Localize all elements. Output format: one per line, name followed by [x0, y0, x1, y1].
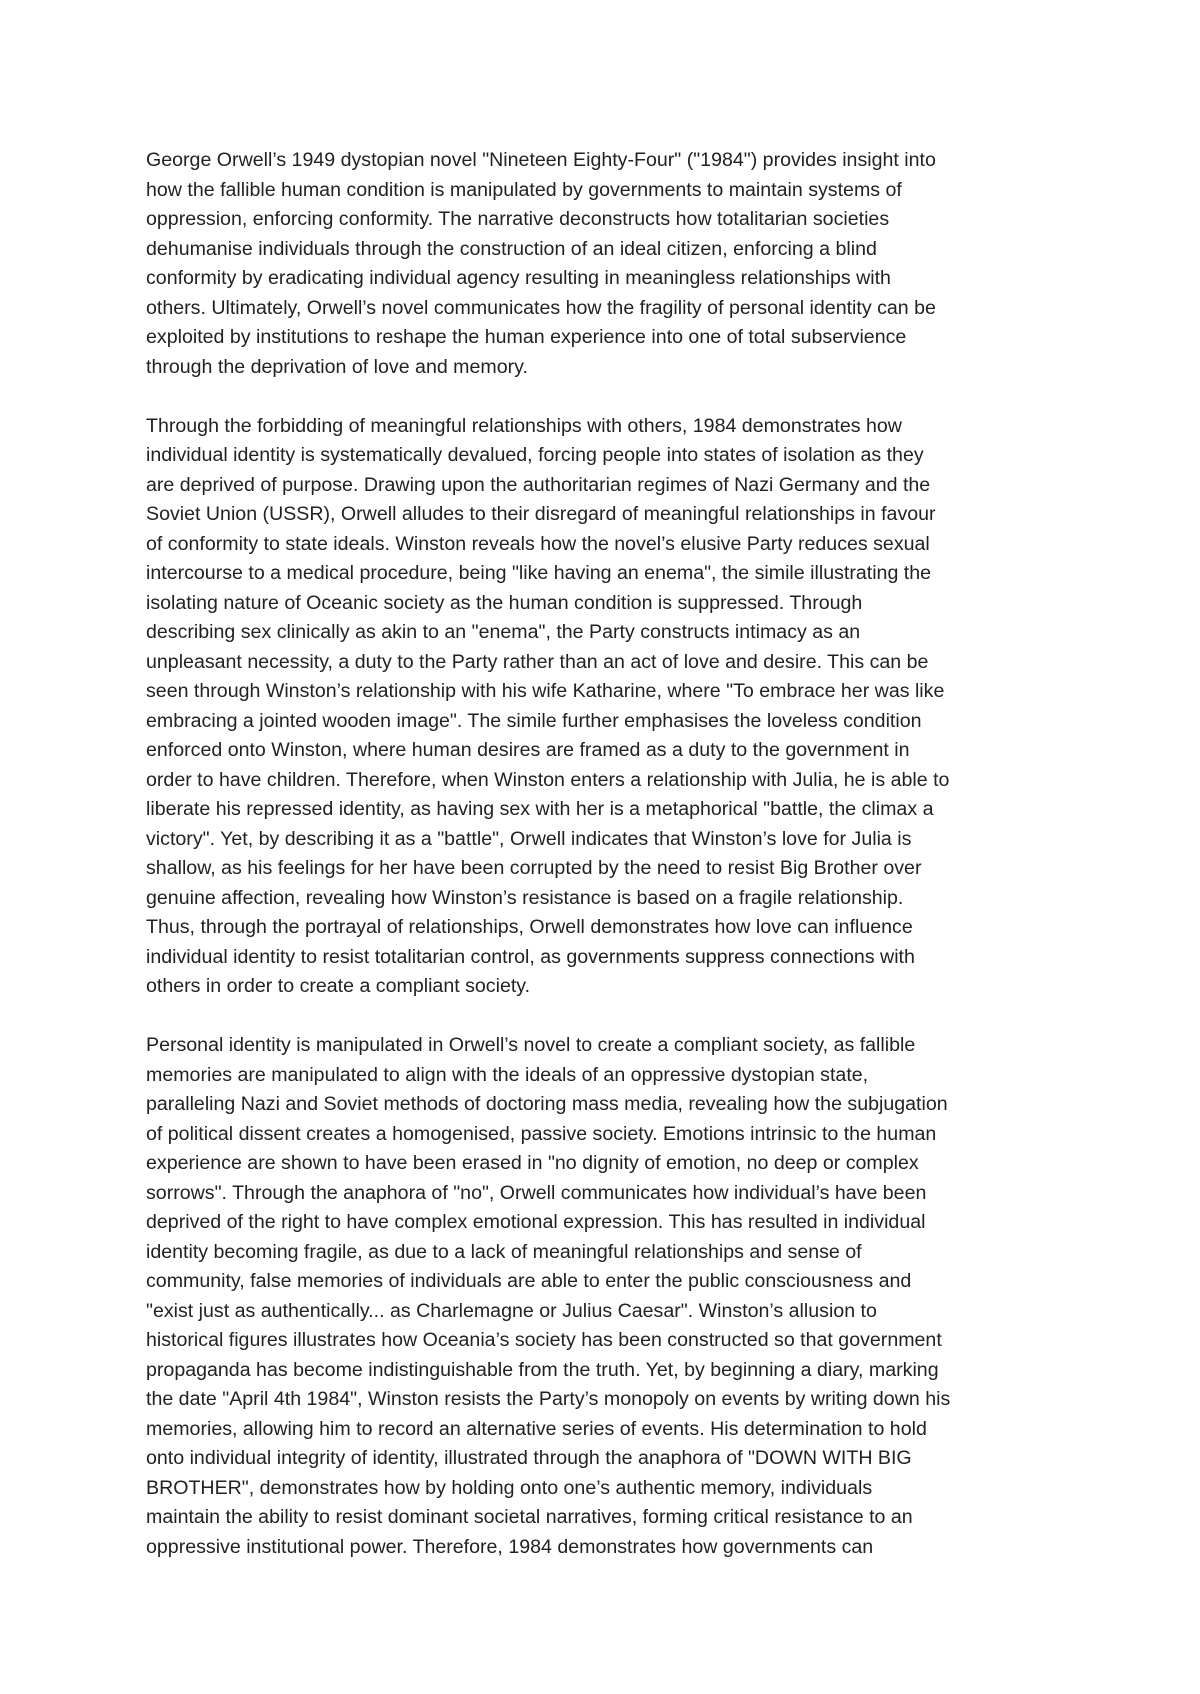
- document-body: [146, 146, 1066, 1592]
- paragraph-introduction: George Orwell’s 1949 dystopian novel "Nineteen Eighty-Four" ("1984") provides insight into how the fallible human condition is manipulated by governments to maintain systems of oppression, enforcing conformity. The narrative deconstructs how totalitarian societies dehumanise individuals through the construction of an ideal citizen, enforcing a blind conformity by eradicating individual agency resulting in meaningless relationships with others. Ultimately, Orwell’s novel communicates how the fragility of personal identity can be exploited by institutions to reshape the human experience into one of total subservience through the deprivation of love and memory.: [146, 149, 936, 378]
- paragraph-relationships: Through the forbidding of meaningful relationships with others, 1984 demonstrates how individual identity is systematically devalued, forcing people into states of isolation as they are deprived of purpose. Drawing upon the authoritarian regimes of Nazi Germany and the Soviet Union (USSR), Orwell alludes to their disregard of meaningful relationships in favour of conformity to state ideals. Winston reveals how the novel’s elusive Party reduces sexual intercourse to a medical procedure, being "like having an enema", the simile illustrating the isolating nature of Oceanic society as the human condition is suppressed. Through describing sex clinically as akin to an "enema", the Party constructs intimacy as an unpleasant necessity, a duty to the Party rather than an act of love and desire. This can be seen through Winston’s relationship with his wife Katharine, where "To embrace her was like embracing a jointed wooden image". The simile further emphasises the loveless condition enforced onto Winston, where human desires are framed as a duty to the government in order to have children. Therefore, when Winston enters a relationship with Julia, he is able to liberate his repressed identity, as having sex with her is a metaphorical "battle, the climax a victory". Yet, by describing it as a "battle", Orwell indicates that Winston’s love for Julia is shallow, as his feelings for her have been corrupted by the need to resist Big Brother over genuine affection, revealing how Winston’s resistance is based on a fragile relationship. Thus, through the portrayal of relationships, Orwell demonstrates how love can influence individual identity to resist totalitarian control, as governments suppress connections with others in order to create a compliant society.: [146, 414, 950, 997]
- paragraph-memory: Personal identity is manipulated in Orwell’s novel to create a compliant society, as fallible memories are manipulated to align with the ideals of an oppressive dystopian state, paralleling Nazi and Soviet methods of doctoring mass media, revealing how the subjugation of political dissent creates a homogenised, passive society. Emotions intrinsic to the human experience are shown to have been erased in "no dignity of emotion, no deep or complex sorrows". Through the anaphora of "no", Orwell communicates how individual’s have been deprived of the right to have complex emotional expression. This has resulted in individual identity becoming fragile, as due to a lack of meaningful relationships and sense of community, false memories of individuals are able to enter the public consciousness and "exist just as authentically... as Charlemagne or Julius Caesar". Winston’s allusion to historical figures illustrates how Oceania’s society has been constructed so that government propaganda has become indistinguishable from the truth. Yet, by beginning a diary, marking the date "April 4th 1984", Winston resists the Party’s monopoly on events by writing down his memories, allowing him to record an alternative series of events. His determination to hold onto individual integrity of identity, illustrated through the anaphora of "DOWN WITH BIG BROTHER", demonstrates how by holding onto one’s authentic memory, individuals maintain the ability to resist dominant societal narratives, forming critical resistance to an oppressive institutional power. Therefore, 1984 demonstrates how governments can: [146, 1034, 951, 1558]
